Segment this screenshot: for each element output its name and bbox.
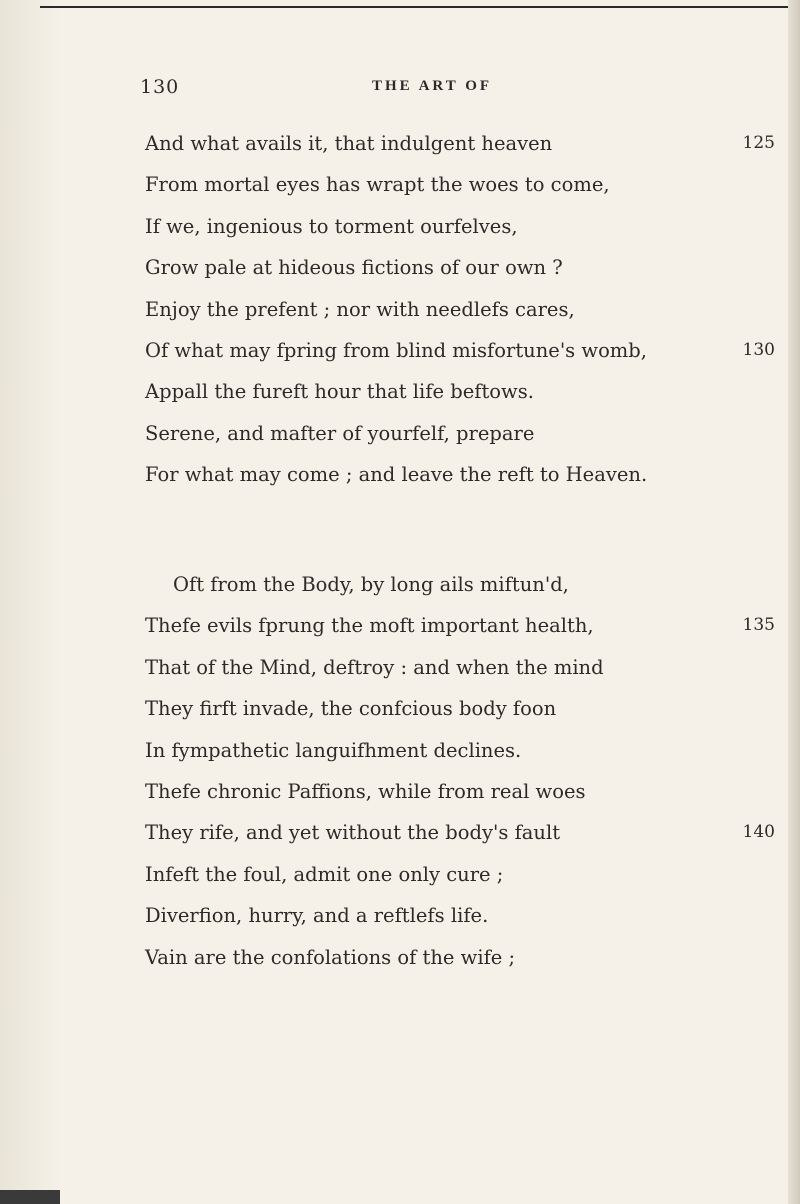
verse-line: They firft invade, the confcious body foon <box>145 697 557 721</box>
verse-line: That of the Mind, deftroy : and when the mind <box>145 655 604 679</box>
verse-line: Thefe evils fprung the moft important health, 135 <box>145 605 785 646</box>
line-number: 130 <box>742 339 775 360</box>
verse-line: If we, ingenious to torment ourfelves, <box>145 214 518 238</box>
line-number: 135 <box>742 615 775 636</box>
page-number: 130 <box>140 76 180 98</box>
verse-line: Of what may fpring from blind misfortune's womb, 130 <box>145 330 785 371</box>
line-number: 125 <box>742 133 775 153</box>
verse-line: From mortal eyes has wrapt the woes to come, <box>145 173 610 197</box>
page-top-edge <box>40 6 800 8</box>
verse-line: Grow pale at hideous fictions of our own ? <box>145 256 563 280</box>
verse-line: Serene, and mafter of yourfelf, prepare <box>145 421 535 445</box>
verse-line: Oft from the Body, by long ails miftun'd, <box>173 573 569 596</box>
stanza-2 <box>145 564 785 978</box>
line-number: 140 <box>742 822 775 843</box>
verse-line: Thefe chronic Paffions, while from real woes <box>145 779 586 803</box>
page-right-edge <box>788 0 800 1204</box>
stanza-1 <box>145 123 785 496</box>
verse-line: Vain are the confolations of the wife ; <box>145 945 516 969</box>
gutter-shadow <box>0 0 60 1204</box>
verse-line: Appall the fureft hour that life beftows. <box>145 380 534 404</box>
page-corner-shadow <box>0 1190 60 1204</box>
verse-line: And what avails it, that indulgent heaven 125 <box>145 123 785 164</box>
verse-line: They rife, and yet without the body's fault 140 <box>145 812 785 853</box>
verse-line: In fympathetic languifhment declines. <box>145 738 522 762</box>
page-header <box>140 76 660 102</box>
verse-line: Infeft the foul, admit one only cure ; <box>145 862 504 886</box>
verse-line: For what may come ; and leave the reft to Heaven. <box>145 463 648 487</box>
verse-line: Enjoy the prefent ; nor with needlefs cares, <box>145 297 575 321</box>
verse-line: Diverfion, hurry, and a reftlefs life. <box>145 904 489 928</box>
running-head: THE ART OF <box>372 78 493 94</box>
